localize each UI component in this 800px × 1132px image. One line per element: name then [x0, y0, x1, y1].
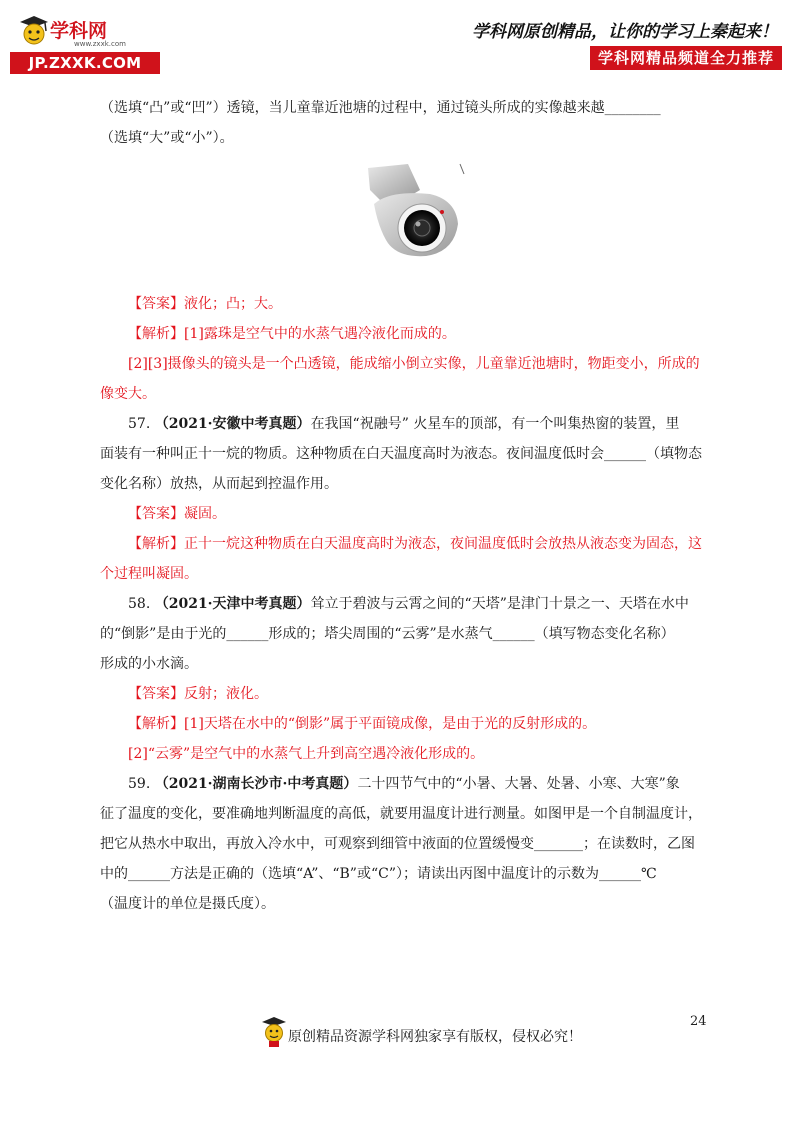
analysis-tag: 【解析】	[128, 536, 184, 552]
logo-brand: 学科网	[50, 20, 108, 42]
analysis-line: 个过程叫凝固。	[100, 566, 198, 582]
page-number: 24	[690, 1014, 707, 1029]
mascot-icon	[260, 1014, 288, 1048]
answer-text: 凝固。	[184, 506, 226, 522]
zxxk-logo	[10, 8, 160, 72]
question-text: 的“倒影”是由于光的______形成的；塔尖周围的“云雾”是水蒸气______（填写物态变化名称）	[100, 626, 675, 642]
answer-line	[128, 684, 748, 704]
analysis-line	[128, 324, 748, 344]
answer-tag: 【答案】	[128, 506, 184, 522]
answer-text: 液化；凸；大。	[184, 296, 282, 312]
answer-line	[128, 294, 748, 314]
question-source: （2021·安徽中考真题）	[154, 416, 311, 432]
question-text: 形成的小水滴。	[100, 656, 198, 672]
channel-banner: 学科网精品频道全力推荐	[590, 46, 782, 70]
question-source: （2021·天津中考真题）	[154, 596, 311, 612]
logo-site-banner: JP.ZXXK.COM	[10, 52, 160, 74]
question-text: （温度计的单位是摄氏度）。	[100, 896, 275, 912]
analysis-tag: 【解析】	[128, 326, 184, 342]
question-number: 58.	[128, 596, 151, 612]
analysis-line	[128, 714, 748, 734]
analysis-text: 正十一烷这种物质在白天温度高时为液态，夜间温度低时会放热从液态变为固态，这	[184, 536, 702, 552]
analysis-line: 像变大。	[100, 386, 156, 402]
question-text: 耸立于碧波与云霄之间的“天塔”是津门十景之一、天塔在水中	[310, 596, 689, 612]
analysis-text: [1]天塔在水中的“倒影”属于平面镜成像，是由于光的反射形成的。	[184, 716, 597, 732]
question-text: 征了温度的变化，要准确地判断温度的高低，就要用温度计进行测量。如图甲是一个自制温度计，	[100, 806, 702, 822]
text-line: （选填“大”或“小”）。	[100, 130, 234, 146]
question-text: 在我国“祝融号” 火星车的顶部，有一个叫集热窗的装置，里	[310, 416, 680, 432]
question-text: 二十四节气中的“小暑、大暑、处暑、小寒、大寒”象	[357, 776, 680, 792]
question-text: 中的______方法是正确的（选填“A”、“B”或“C”）；请读出丙图中温度计的示数为______℃	[100, 866, 657, 882]
question-number: 57.	[128, 416, 151, 432]
header-slogan: 学科网原创精品，让你的学习上秦起来！	[472, 22, 778, 42]
analysis-line: [2][3]摄像头的镜头是一个凸透镜，能成缩小倒立实像，儿童靠近池塘时，物距变小，所成的	[128, 356, 700, 372]
mascot-icon	[16, 12, 52, 50]
question-57	[128, 414, 748, 434]
analysis-tag: 【解析】	[128, 716, 184, 732]
question-source: （2021·湖南长沙市·中考真题）	[154, 776, 358, 792]
copyright-text: 原创精品资源学科网独家享有版权，侵权必究！	[288, 1029, 582, 1045]
analysis-line	[128, 534, 705, 554]
answer-text: 反射；液化。	[184, 686, 268, 702]
analysis-text: [1]露珠是空气中的水蒸气遇冷液化而成的。	[184, 326, 456, 342]
question-58	[128, 594, 748, 614]
security-camera-image	[360, 160, 465, 265]
question-number: 59.	[128, 776, 151, 792]
answer-tag: 【答案】	[128, 296, 184, 312]
question-text: 把它从热水中取出，再放入冷水中，可观察到细管中液面的位置缓慢变_______；在读数时，乙图	[100, 836, 695, 852]
footer-copyright	[258, 1010, 582, 1058]
text-line: （选填“凸”或“凹”）透镜，当儿童靠近池塘的过程中，通过镜头所成的实像越来越________	[100, 100, 661, 116]
answer-line	[128, 504, 748, 524]
question-59	[128, 774, 748, 794]
question-text: 变化名称）放热，从而起到控温作用。	[100, 476, 338, 492]
analysis-line: [2]“云雾”是空气中的水蒸气上升到高空遇冷液化形成的。	[128, 746, 485, 762]
question-text: 面装有一种叫正十一烷的物质。这种物质在白天温度高时为液态。夜间温度低时会______（填物态	[100, 446, 702, 462]
logo-url: www.zxxk.com	[74, 40, 126, 48]
answer-tag: 【答案】	[128, 686, 184, 702]
